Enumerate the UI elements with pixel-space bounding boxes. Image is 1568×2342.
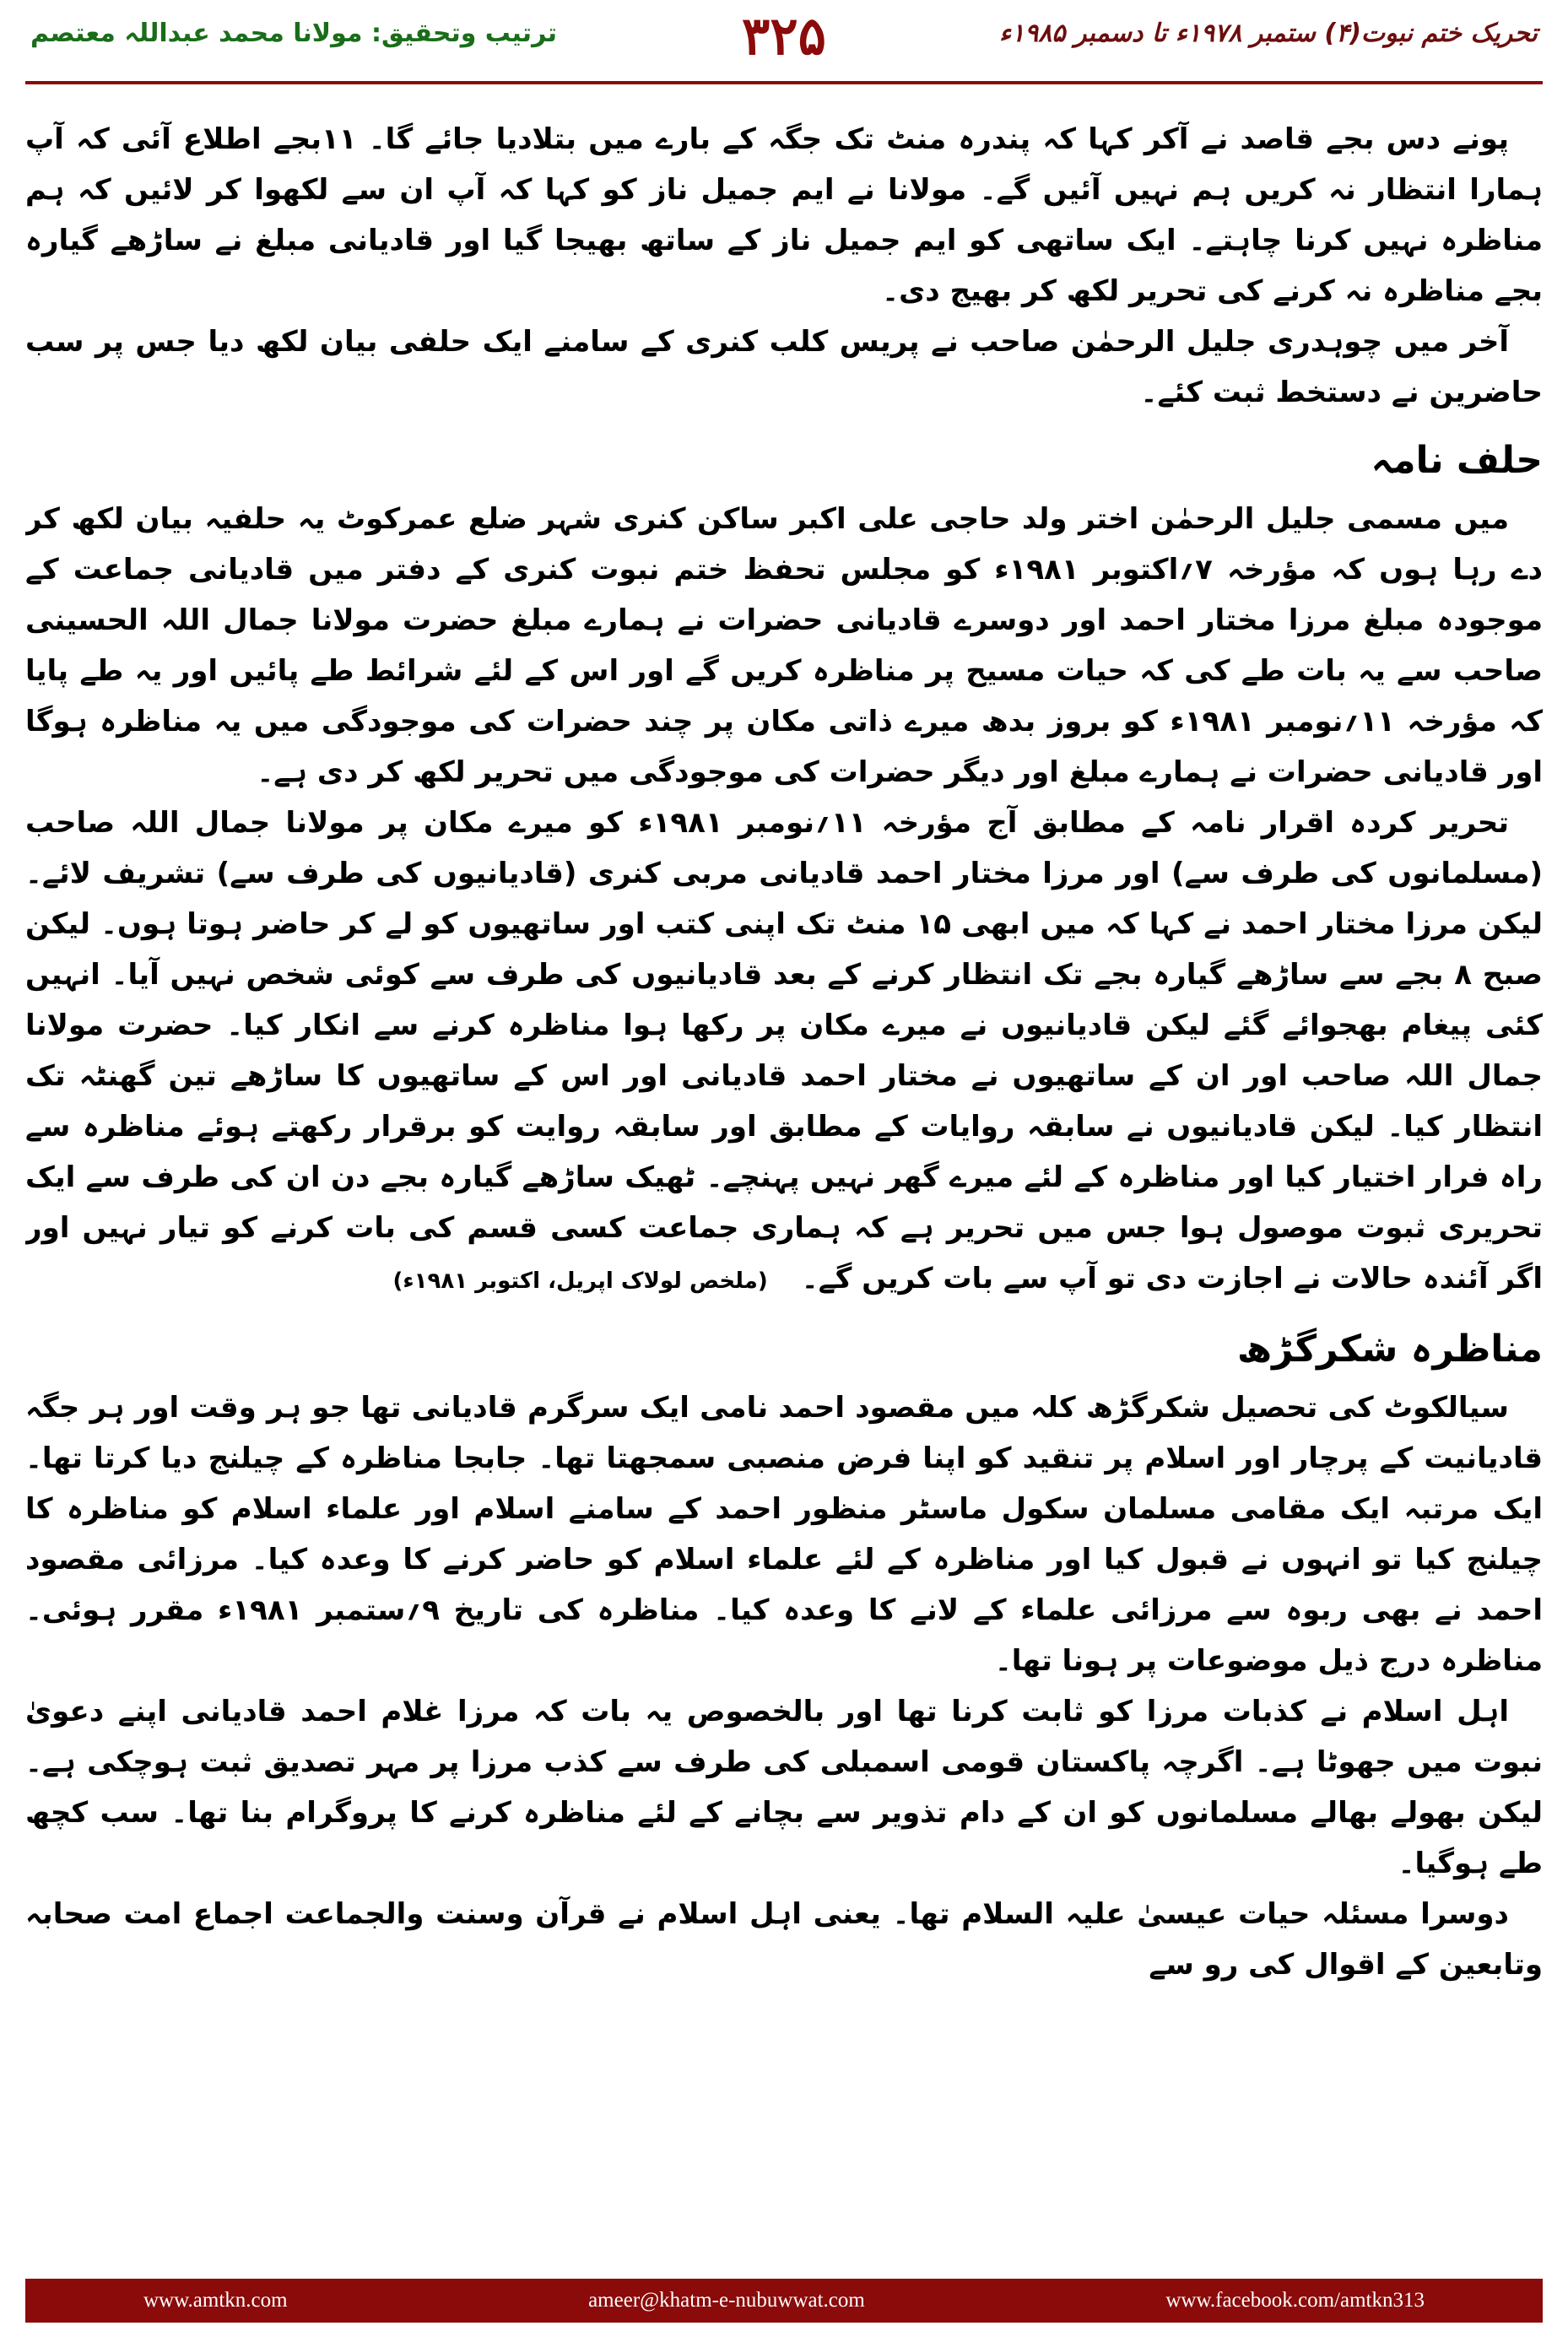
source-citation: (ملخص لولاک اپریل، اکتوبر ۱۹۸۱ء) [392,1268,768,1294]
page-number: ۳۲۵ [742,5,826,67]
header-divider [25,81,1543,84]
page-header [0,0,1568,93]
intro-paragraph-1: پونے دس بجے قاصد نے آکر کہا کہ پندرہ منٹ تک جگہ کے بارے میں بتلادیا جائے گا۔ ۱۱بجے اطلاع آئی کہ آپ ہمارا انتظار نہ کریں ہم نہیں آئیں گے۔ مولانا نے ایم جمیل ناز کو کہا کہ آپ ان سے لکھوا کر لائیں کہ ہم مناظرہ نہیں کرنا چاہتے۔ ایک ساتھی کو ایم جمیل ناز کے ساتھ بھیجا گیا اور قادیانی مبلغ نے ساڑھے گیارہ بجے مناظرہ نہ کرنے کی تحریر لکھ کر بھیج دی۔ [25,122,1543,308]
intro-paragraph-2: آخر میں چوہدری جلیل الرحمٰن صاحب نے پریس کلب کنری کے سامنے ایک حلفی بیان لکھ دیا جس پر سب حاضرین نے دستخط ثبت کئے۔ [25,325,1543,409]
page-content [25,114,1543,2249]
shakargarh-paragraph-1: سیالکوٹ کی تحصیل شکرگڑھ کلہ میں مقصود احمد نامی ایک سرگرم قادیانی تھا جو ہر وقت اور ہر جگہ قادیانیت کے پرچار اور اسلام پر تنقید کو اپنا فرض منصبی سمجھتا تھا۔ جابجا مناظرہ کے چیلنج دیا کرتا تھا۔ ایک مرتبہ ایک مقامی مسلمان سکول ماسٹر منظور احمد کے سامنے اسلام اور علماء اسلام کو مناظرہ کا چیلنج کیا تو انہوں نے قبول کیا اور مناظرہ کے لئے علماء اسلام کو حاضر کرنے کا وعدہ کیا۔ مرزائی مقصود احمد نے بھی ربوہ سے مرزائی علماء کے لانے کا وعدہ کیا۔ مناظرہ کی تاریخ ۹؍ستمبر ۱۹۸۱ء مقرر ہوئی۔ مناظرہ درج ذیل موضوعات پر ہونا تھا۔ [25,1391,1543,1678]
affidavit-paragraph-2 [25,798,1543,1306]
affidavit-paragraph-2-text: تحریر کردہ اقرار نامہ کے مطابق آج مؤرخہ ۱۱؍نومبر ۱۹۸۱ء کو میرے مکان پر مولانا جمال اللہ صاحب (مسلمانوں کی طرف سے) اور مرزا مختار احمد قادیانی مربی کنری (قادیانیوں کی طرف سے) تشریف لائے۔ لیکن مرزا مختار احمد نے کہا کہ میں ابھی ۱۵ منٹ تک اپنی کتب اور ساتھیوں کو لے کر حاضر ہوتا ہوں۔ لیکن صبح ۸ بجے سے ساڑھے گیارہ بجے تک انتظار کرنے کے بعد قادیانیوں کی طرف سے کوئی شخص نہیں آیا۔ انہیں کئی پیغام بھجوائے گئے لیکن قادیانیوں نے میرے مکان پر رکھا ہوا مناظرہ کرنے سے انکار کیا۔ حضرت مولانا جمال اللہ صاحب اور ان کے ساتھیوں نے مختار احمد قادیانی اور اس کے ساتھیوں کا ساڑھے تین گھنٹہ تک انتظار کیا۔ لیکن قادیانیوں نے سابقہ روایات کے مطابق اور سابقہ روایت کو برقرار رکھتے ہوئے مناظرہ سے راہ فرار اختیار کیا اور مناظرہ کے لئے میرے گھر نہیں پہنچے۔ ٹھیک ساڑھے گیارہ بجے دن ان کی طرف سے ایک تحریری ثبوت موصول ہوا جس میں تحریر ہے کہ ہماری جماعت کسی قسم کی بات کرنے کو تیار نہیں اور اگر آئندہ حالات نے اجازت دی تو آپ سے بات کریں گے۔ [25,806,1543,1295]
footer-email-link[interactable]: ameer@khatm-e-nubuwwat.com [588,2289,865,2312]
book-title: تحریک ختم نبوت(۴) ستمبر ۱۹۷۸ء تا دسمبر ۱۹۸۵ء [998,19,1538,48]
shakargarh-paragraph-3: دوسرا مسئلہ حیات عیسیٰ علیہ السلام تھا۔ یعنی اہل اسلام نے قرآن وسنت والجماعت اجماع امت صحابہ وتابعین کے اقوال کی رو سے [25,1897,1543,1982]
heading-affidavit: حلف نامہ [1371,439,1543,482]
affidavit-paragraph-1: میں مسمی جلیل الرحمٰن اختر ولد حاجی علی اکبر ساکن کنری شہر ضلع عمرکوٹ یہ حلفیہ بیان لکھ کر دے رہا ہوں کہ مؤرخہ ۷؍اکتوبر ۱۹۸۱ء کو مجلس تحفظ ختم نبوت کنری کے دفتر میں قادیانی جماعت کے موجودہ مبلغ مرزا مختار احمد اور دوسرے قادیانی حضرات نے ہمارے مبلغ حضرت مولانا جمال اللہ الحسینی صاحب سے یہ بات طے کی کہ حیات مسیح پر مناظرہ کریں گے اور اس کے لئے شرائط طے پائیں اور یہ طے پایا کہ مؤرخہ ۱۱؍نومبر ۱۹۸۱ء کو بروز بدھ میرے ذاتی مکان پر چند حضرات کی موجودگی میں یہ مناظرہ ہوگا اور قادیانی حضرات نے ہمارے مبلغ اور دیگر حضرات کی موجودگی میں تحریر لکھ کر دی ہے۔ [25,502,1543,789]
footer-website-link[interactable]: www.amtkn.com [143,2289,288,2312]
shakargarh-paragraph-2: اہل اسلام نے کذبات مرزا کو ثابت کرنا تھا اور بالخصوص یہ بات کہ مرزا غلام احمد قادیانی اپنے دعویٰ نبوت میں جھوٹا ہے۔ اگرچہ پاکستان قومی اسمبلی کی طرف سے کذب مرزا پر مہر تصدیق ثبت ہوچکی ہے۔ لیکن بھولے بھالے مسلمانوں کو ان کے دام تذویر سے بچانے کے لئے مناظرہ کرنے کا پروگرام بنا تھا۔ سب کچھ طے ہوگیا۔ [25,1695,1543,1880]
compiler-credit: ترتیب وتحقیق: مولانا محمد عبداللہ معتصم [30,19,557,48]
page-footer [25,2279,1543,2323]
heading-shakargarh: مناظرہ شکرگڑھ [1236,1328,1543,1371]
footer-facebook-link[interactable]: www.facebook.com/amtkn313 [1165,2289,1425,2312]
